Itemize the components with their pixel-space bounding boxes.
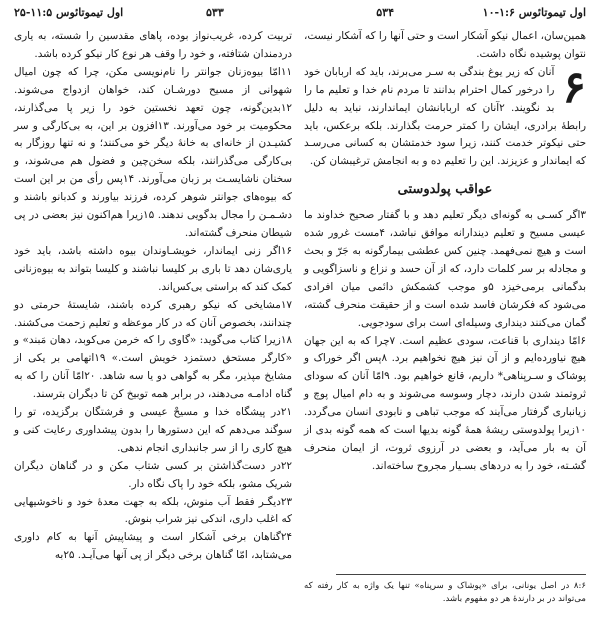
page-number-left: ۵۳۳	[206, 6, 224, 19]
paragraph: ۲۳دیگـر فقط آب منوش، بلکه به جهت معدهٔ خود و ناخوشیهایی که اغلب داری، اندکی نیز شراب بنوش.	[14, 495, 292, 526]
section-paragraph-1: ۳اگر کسـی به گونه‌ای دیگر تعلیم دهد و با گفتار صحیح خداوند ما عیسی مسیح و تعلیم دیندارانه موافق نباشد، ۴مست غرور شده است و هیچ نمی‌فهمد. چنین کس عطشی بیمارگونه به جَرّ و بحث و مجادله بر سر کلمات دارد، که از آن حسد و نزاع و ناسزاگویی و بدگمانی برمی‌خیزد ۵و موجب کشمکش دائمی میان افرادی می‌شود که فکرشان فاسد شده است و از حقیقت منحرف گشته، گمان می‌کنند دینداری وسیله‌ای است برای سودجویی.	[304, 209, 587, 329]
chapter-number: ۶	[562, 61, 586, 113]
running-header-right-title: اول تیموتائوس ۱:۶-۱۰	[482, 6, 586, 19]
left-text-column	[14, 28, 292, 565]
paragraph: ۲۱در پیشگاه خدا و مسیحْ عیسی و فرشتگان برگزیده، تو را سوگند می‌دهم که این دستورها را بدون پیشداوری رعایت کنی و هیچ کاری را از سر جانبداری انجام ندهی.	[14, 406, 292, 454]
paragraph: تربیت کرده، غریب‌نواز بوده، پاهای مقدسین را شسته، به یاری دردمندان شتافته، و خود را وقف هر نوع کار نیکو کرده باشد.	[14, 30, 292, 60]
section-heading: عواقب پولدوستی	[397, 182, 493, 198]
footnote: ۸:۶ در اصل یونانی، برای «پوشاک و سرپناه» تنها یک واژه به کار رفته که می‌تواند در بر دارندهٔ هر دو مفهوم باشد.	[304, 581, 586, 604]
paragraph: ۱۶اگر زنی ایماندار، خویشـاوندان بیوه داشته باشد، باید خود یاری‌شان دهد تا باری بر کلیسا نباشند و کلیسا بتواند به بیوه‌زنانی کمک کند که براستی بی‌کس‌اند.	[14, 244, 292, 293]
paragraph: ۲۴گناهان برخی آشکار است و پیشاپیش آنها به کام داوری می‌شتابد، امّا گناهان برخی دیگر از پی آنها می‌آیـد. ۲۵به	[14, 531, 292, 562]
right-text-column	[304, 28, 586, 476]
intro-paragraph: همین‌سان، اعمال نیکو آشکار است و حتی آنها را که آشکار نیست، نتوان پوشیده نگاه داشت.	[304, 30, 586, 60]
paragraph: ۱۱امّا بیوه‌زنان جوانتر را نام‌نویسی مکن، چرا که چون امیال شهوانی از مسیح دورشـان کند، خواهان ازدواج می‌شوند. ۱۲بدین‌گونه، چون تعهد نخستین خود را زیر پا می‌گذارند، محکومیت بر خود می‌آورند. ۱۳افزون بر این، به بی‌کارگی و سر کشیـدن از خانه‌ای به خانهٔ دیگر خو می‌کنند؛ و نه تنها روزگار به بی‌کارگی می‌گذرانند، بلکه سخن‌چین و فضول هم می‌شوند، و سخنان ناشایسـت بر زبان می‌آورند. ۱۴پس رأی من بر این است که بیوه‌های جوانتر شوهر کرده، فرزند بیاورند و کدبانو باشند و دشـمـن را مجال بدگویی ندهند. ۱۵زیرا هم‌اکنون نیز بعضی در پی شیطان منحرف گشته‌اند.	[14, 65, 292, 239]
page-number-right: ۵۳۴	[376, 6, 394, 19]
paragraph: ۲۲در دست‌گذاشتن بر کسی شتاب مکن و در گناهان دیگران شریک مشو، بلکه خود را پاک نگاه دار.	[14, 459, 292, 490]
paragraph: ۱۷مشایخی که نیکو رهبری کرده باشند، شایستهٔ حرمتی دو چندانند، بخصوص آنان که در کار موعظه و تعلیم زحمت می‌کشند. ۱۸زیرا کتاب می‌گوید: «گاوی را که خرمن می‌کوبد، دهان مَبند» و «کارگر مستحق دستمزد خویش است.» ۱۹اتهامی بر یکی از مشایخ مپذیر، مگر به گواهی دو یا سه شاهد. ۲۰امّا آنان را که به گناه ادامـه می‌دهند، در برابر همه توبیخ کن تا دیگران بترسند.	[14, 298, 292, 401]
running-header-left-title: اول تیموتائوس ۱۱:۵-۲۵	[14, 6, 124, 19]
footnote-divider	[336, 574, 586, 575]
chapter-6-paragraph: آنان که زیر یوغ بندگی به سـر می‌برند، باید که اربابان خود را درخور کمال احترام بدانند تا مردم نام خدا و تعلیم ما را بد نگویند. ۲آنان که اربابانشان ایماندارند، نباید به دلیل رابطهٔ برادری، ایشان را کمتر حرمت بگذارند. بلکه برعکس، باید حتی نیکوتر خدمت کنند، زیرا سود خدمتشان به کسانی می‌رسـد که ایماندار و عزیزند. این را تعلیم ده و به انجامش ترغیبشان کن.	[304, 65, 586, 168]
section-paragraph-2: ۶امّا دینداری با قناعت، سودی عظیم است. ۷چرا که به این جهان هیچ نیاورده‌ایم و از آن نیز هیچ نخواهیم برد. ۸پس اگر خوراک و پوشاک و سـرپناهی* داریم، قانع خواهیم بود. ۹امّا آنان که سودای ثروتمند شدن دارند، دچار وسوسه می‌شوند و به دام امیال پوچ و زیانباری گرفتار می‌آیند که موجب تباهی و نابودی انسان می‌گردد. ۱۰زیرا پولدوستی ریشهٔ همهٔ گونه بدیها است که همه گونه بدی از آن به بار می‌آید، و بعضی در آرزوی ثروت، از ایمان منحرف گشـته، خود را به دردهای بسـیار مجروح ساخته‌اند.	[304, 334, 586, 472]
